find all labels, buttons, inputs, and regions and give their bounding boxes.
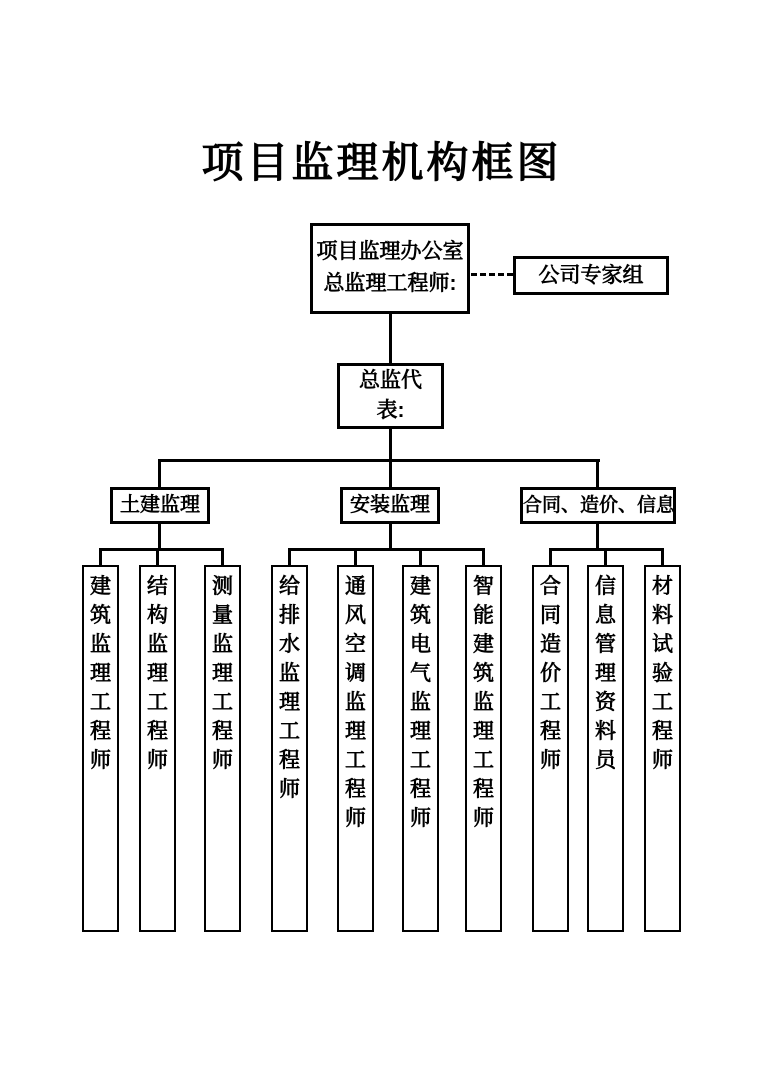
branch-box-civil-works: 土建监理 xyxy=(110,487,210,524)
leaf-box-structure-supervision: 结构监理工程师 xyxy=(139,565,176,932)
leaf-box-intelligent-building-supervision: 智能建筑监理工程师 xyxy=(465,565,502,932)
connector-drop-installation xyxy=(389,459,392,489)
leaf-box-building-supervision: 建筑监理工程师 xyxy=(82,565,119,932)
branch-box-contract-cost-info: 合同、造价、信息 xyxy=(520,487,676,524)
deputy-box: 总监代表: xyxy=(337,363,444,429)
leaf-box-information-management: 信息管理资料员 xyxy=(587,565,624,932)
leaf-box-hvac-supervision: 通风空调监理工程师 xyxy=(337,565,374,932)
branch-box-installation: 安装监理 xyxy=(340,487,440,524)
connector-deputy-trunk xyxy=(389,428,392,460)
page-title: 项目监理机构框图 xyxy=(201,139,562,186)
connector-expert-dashed-line xyxy=(471,273,513,276)
leaf-box-electrical-supervision: 建筑电气监理工程师 xyxy=(402,565,439,932)
connector-trunk-horizontal xyxy=(158,459,600,462)
root-box-line2: 总监理工程师: xyxy=(323,272,457,295)
connector-root-deputy xyxy=(389,313,392,364)
leaf-box-material-testing: 材料试验工程师 xyxy=(644,565,681,932)
connector-group-civil xyxy=(99,548,224,551)
leaf-box-plumbing-supervision: 给排水监理工程师 xyxy=(271,565,308,932)
connector-feed-installation xyxy=(389,522,392,551)
connector-group-installation xyxy=(288,548,485,551)
connector-drop-contract xyxy=(596,459,599,489)
expert-group-box: 公司专家组 xyxy=(513,256,669,295)
connector-feed-civil xyxy=(158,522,161,551)
leaf-box-survey-supervision: 测量监理工程师 xyxy=(204,565,241,932)
connector-drop-civil xyxy=(158,459,161,489)
leaf-box-contract-cost-engineer: 合同造价工程师 xyxy=(532,565,569,932)
root-box-line1: 项目监理办公室 xyxy=(316,240,464,263)
connector-feed-contract xyxy=(596,522,599,551)
root-box xyxy=(310,223,470,314)
